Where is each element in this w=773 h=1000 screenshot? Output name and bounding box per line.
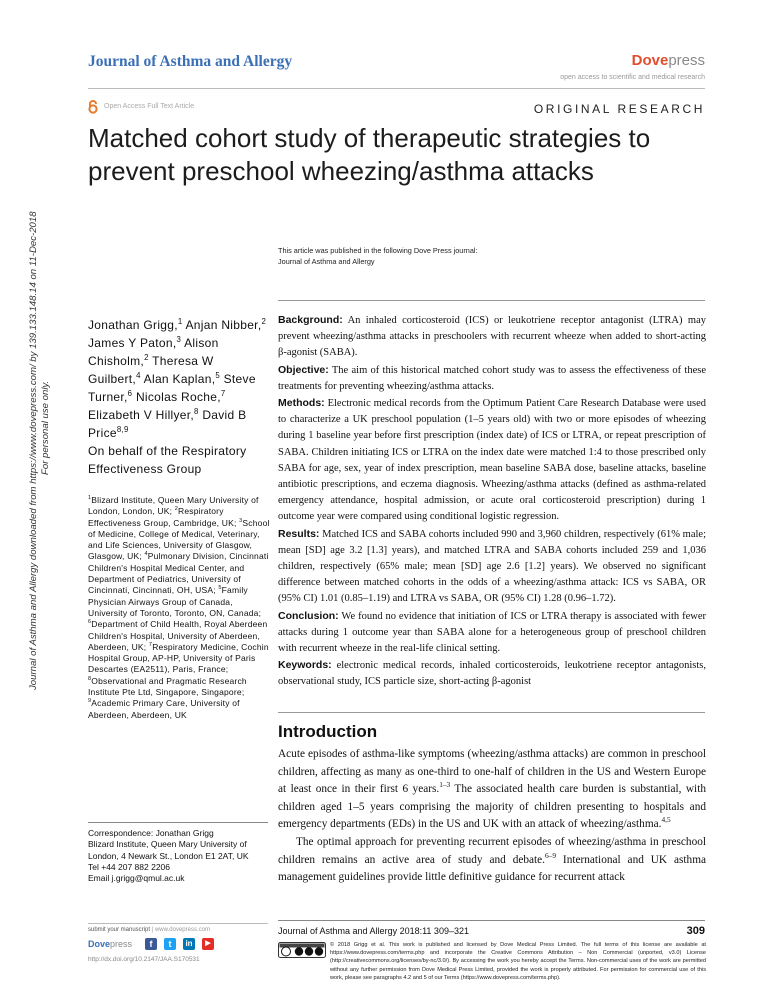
- submit-manuscript-link[interactable]: [88, 927, 210, 933]
- logo-dove: Dove: [631, 52, 669, 69]
- affil-sup: 8: [194, 407, 199, 416]
- youtube-icon[interactable]: ▶: [202, 938, 214, 950]
- author: Jonathan Grigg,: [88, 318, 178, 332]
- affil-text: Respiratory Medicine, Cochin Hospital Group, AP-HP, University of Paris Descartes (EA2511), Paris, France;: [88, 641, 269, 675]
- logo-dove: Dove: [88, 939, 111, 949]
- affil-num: 3: [239, 517, 243, 524]
- text: electronic medical records, inhaled corticosteroids, leukotriene receptor antagonists, observational study, ICS particle size, short-acting β-agonist: [278, 660, 706, 688]
- doi-link[interactable]: http://dx.doi.org/10.2147/JAA.S170531: [88, 956, 200, 963]
- author: Steve Turner,: [88, 372, 256, 404]
- affil-sup: 5: [215, 371, 220, 380]
- author: David B Price: [88, 408, 247, 440]
- journal-citation: Journal of Asthma and Allergy 2018:11 309–321: [278, 926, 469, 936]
- label: Methods:: [278, 397, 325, 410]
- abstract-keywords: [278, 657, 706, 690]
- footer-right-divider: [278, 920, 705, 921]
- ref-sup[interactable]: 1–3: [439, 780, 451, 790]
- label: Objective:: [278, 363, 329, 376]
- separator: |: [150, 927, 155, 933]
- abstract-methods: [278, 395, 706, 526]
- social-links: [145, 938, 214, 950]
- abstract-results: [278, 526, 706, 608]
- affil-sup: 2: [144, 353, 149, 362]
- affil-sup: 8,9: [116, 425, 129, 434]
- ref-sup[interactable]: 6–9: [545, 850, 557, 860]
- open-access-label: Open Access Full Text Article: [104, 103, 195, 110]
- intro-paragraph-1: [278, 746, 706, 834]
- affil-num: 2: [174, 506, 178, 513]
- intro-paragraph-2: [278, 834, 706, 887]
- logo-press: press: [110, 939, 133, 949]
- author: Nicolas Roche,: [132, 390, 221, 404]
- affil-text: Academic Primary Care, University of Aberdeen, Aberdeen, UK: [88, 698, 240, 720]
- text: International and UK asthma management guidelines provide little definitive guidance for recurrent attack: [278, 853, 707, 884]
- affil-num: 9: [88, 698, 92, 705]
- affil-text: Department of Child Health, Royal Aberdeen Children's Hospital, University of Aberdeen, Aberdeen, UK;: [88, 619, 268, 652]
- label: Background:: [278, 314, 343, 326]
- corr-email[interactable]: Email j.grigg@qmul.ac.uk: [88, 873, 185, 884]
- logo-press: press: [668, 52, 705, 69]
- text: An inhaled corticosteroid (ICS) or leukotriene receptor antagonist (LTRA) may prevent wheezing/asthma attacks in preschoolers with recurrent wheeze when added to short-acting β-agonist (SABA).: [278, 315, 706, 359]
- abstract-bottom-divider: [278, 712, 705, 713]
- abstract-conclusion: [278, 608, 706, 658]
- affil-num: 8: [88, 675, 92, 682]
- journal-name[interactable]: Journal of Asthma and Allergy: [88, 53, 293, 70]
- affiliations: [88, 495, 270, 721]
- abstract-background: [278, 312, 706, 362]
- footer-left-divider: [88, 923, 268, 924]
- affil-text: Respiratory Effectiveness Group, Cambridge, UK;: [88, 506, 240, 528]
- creative-commons-badge-icon[interactable]: [278, 942, 326, 958]
- publication-note: [278, 246, 478, 267]
- affil-sup: 1: [177, 317, 183, 326]
- text: We found no evidence that initiation of ICS or LTRA therapy is associated with fewer attacks during 1 outcome year than SABA alone for a heterogeneous group of preschool children with recurrent wheeze in the real-life clinical setting.: [278, 610, 706, 655]
- site-text: www.dovepress.com: [154, 927, 210, 933]
- affil-text: Family Physician Airways Group of Canada, University of Toronto, Toronto, ON, Canada;: [88, 585, 262, 618]
- twitter-icon[interactable]: t: [164, 938, 176, 950]
- author: Alan Kaplan,: [140, 372, 216, 386]
- section-label: ORIGINAL RESEARCH: [533, 102, 705, 116]
- side-note-line1: Journal of Asthma and Allergy downloaded from https://www.dovepress.com/ by 139.133.148.14 on 11-Dec-2018: [28, 211, 39, 690]
- author: Theresa W Guilbert,: [88, 354, 214, 386]
- affil-sup: 6: [127, 389, 133, 398]
- corr-name: Correspondence: Jonathan Grigg: [88, 828, 214, 838]
- download-side-note: [28, 190, 52, 690]
- label: Conclusion:: [278, 609, 339, 622]
- author-list: [88, 316, 268, 478]
- side-note-line2: For personal use only.: [40, 380, 51, 475]
- text: Acute episodes of asthma-like symptoms (wheezing/asthma attacks) are common in preschool children, affecting as many as one-third to one-half of children in the US and Western Europe at least once in their first 6 years.: [278, 748, 706, 796]
- affil-text: Blizard Institute, Queen Mary University of London, London, UK;: [88, 495, 259, 517]
- open-access-icon: [88, 100, 98, 114]
- affil-num: 6: [88, 619, 92, 626]
- introduction-body: [278, 746, 706, 887]
- author: Elizabeth V Hillyer,: [88, 408, 195, 422]
- affil-text: Observational and Pragmatic Research Institute Pte Ltd, Singapore, Singapore;: [88, 675, 247, 698]
- abstract-objective: [278, 362, 706, 395]
- author-group: On behalf of the Respiratory Effectiveness Group: [88, 444, 247, 476]
- footer-dovepress-logo[interactable]: [88, 939, 132, 949]
- abstract: [278, 312, 706, 691]
- text: Electronic medical records from the Optimum Patient Care Research Database were used to characterize a UK preschool population (1–5 years old) with two or more episodes of wheezing during 1 baseline year before first prescription (index date) of ICS or LTRA, or repeat prescription of SABA. Children initiating ICS or LTRA on the index date were matched 1:4 to those prescribed only SABA for age, sex, year of index prescription, mean baseline SABA dose, baseline attacks, baseline antibiotic prescriptions, and eczema diagnosis. Wheezing/asthma attacks (defined as asthma-related emergency attendance, hospital admission, or acute oral corticosteroid prescription) during 1 outcome year were compared using conditional logistic regression.: [278, 398, 706, 523]
- affil-sup: 2: [261, 317, 267, 326]
- affil-num: 5: [218, 585, 222, 592]
- text: The associated health care burden is substantial, with children aged 1–5 years comprising the majority of children presenting to hospitals and emergency departments (EDs) in the US and UK with an attack of wheezing/asthma.: [278, 783, 706, 831]
- label: Results:: [278, 527, 320, 540]
- text: The optimal approach for preventing recurrent episodes of wheezing/asthma in preschool children remains an active area of study and debate.: [278, 835, 706, 866]
- affil-num: 7: [148, 642, 153, 649]
- submit-text: submit your manuscript: [88, 927, 151, 933]
- affil-text: Pulmonary Division, Cincinnati Children's Hospital Medical Center, and Department of Pediatrics, University of Cincinnati, Cincinnati, OH, USA;: [88, 551, 269, 596]
- dovepress-logo[interactable]: [632, 52, 705, 69]
- pub-note-line2: Journal of Asthma and Allergy: [278, 256, 375, 266]
- correspondence: [88, 828, 270, 884]
- author: Anjan Nibber,: [182, 318, 262, 332]
- text: Matched ICS and SABA cohorts included 990 and 3,960 children, respectively (61% male; mean [SD] age 3.2 [1.3] years), and matched LTRA and SABA cohorts included 259 and 1,036 children, respectively (65% male; mean [SD] age 2.6 [1.2] years). We observed no significant difference between matched cohorts in the odds of a wheezing/asthma attack: ICS vs SABA, OR (95% CI) 1.01 (0.85–1.19) and LTRA vs SABA, OR (95% CI) 1.28 (0.96–1.72).: [278, 528, 706, 605]
- article-title: Matched cohort study of therapeutic strategies to prevent preschool wheezing/asthma attacks: [88, 123, 651, 186]
- label: Keywords:: [278, 659, 332, 672]
- affil-num: 1: [88, 495, 92, 502]
- dovepress-tagline: open access to scientific and medical research: [560, 74, 705, 81]
- ref-sup[interactable]: 4,5: [661, 815, 671, 825]
- introduction-heading: Introduction: [278, 722, 378, 741]
- author: James Y Paton,: [88, 336, 177, 350]
- correspondence-divider: [88, 822, 268, 823]
- page-number: 309: [686, 925, 705, 937]
- affil-text: School of Medicine, College of Medical, Veterinary, and Life Sciences, University of Glasgow, Glasgow, UK;: [88, 517, 270, 562]
- corr-phone: Tel +44 207 882 2206: [88, 861, 171, 872]
- affil-sup: 4: [136, 371, 141, 380]
- text: The aim of this historical matched cohort study was to assess the effectiveness of these treatments for preventing wheezing/asthma attacks.: [278, 364, 706, 392]
- linkedin-icon[interactable]: in: [183, 938, 195, 950]
- affil-sup: 3: [176, 335, 182, 344]
- affil-num: 4: [144, 551, 148, 558]
- affil-sup: 7: [220, 389, 226, 398]
- facebook-icon[interactable]: f: [145, 938, 157, 950]
- license-text: © 2018 Grigg et al. This work is published and licensed by Dove Medical Press Limited. The full terms of this license are available at https://www.dovepress.com/terms.php and incorporate the Creative Commons Attribution – Non Commercial (unported, v3.0) License (http://creativecommons.org/licenses/by-nc/3.0/). By accessing the work you hereby accept the Terms. Non-commercial uses of the work are permitted without any further permission from Dove Medical Press Limited, provided the work is properly attributed. For permission for commercial use of this work, please see paragraphs 4.2 and 5 of our Terms (https://www.dovepress.com/terms.php).: [330, 942, 706, 981]
- corr-address: Blizard Institute, Queen Mary University of London, 4 Newark St., London E1 2AT, UK: [88, 839, 249, 861]
- abstract-top-divider: [278, 300, 705, 301]
- pub-note-line1: This article was published in the following Dove Press journal:: [278, 246, 478, 255]
- header-divider: [88, 88, 705, 89]
- author: Alison Chisholm,: [88, 336, 219, 368]
